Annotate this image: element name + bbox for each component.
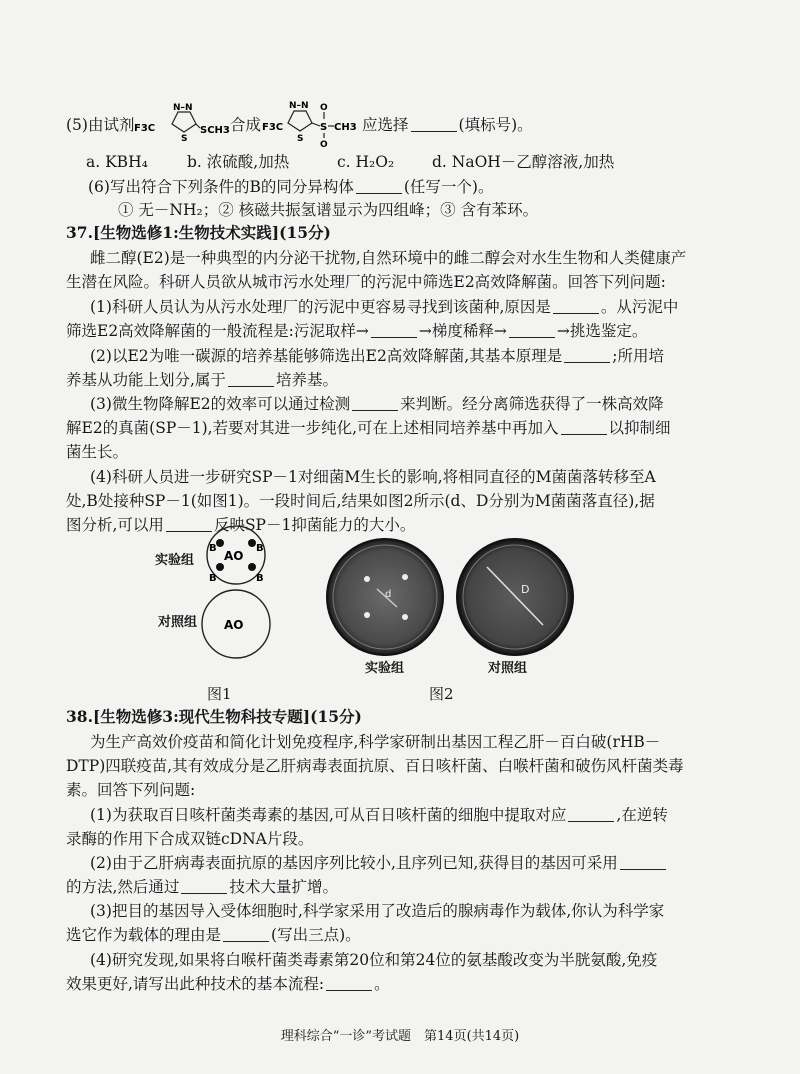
q38-intro-1: 为生产高效价疫苗和简化计划免疫程序,科学家研制出基因工程乙肝－百白破(rHB－ bbox=[90, 733, 661, 751]
q38-p4-end: 。 bbox=[374, 975, 390, 993]
fig2-d-big: D bbox=[521, 583, 530, 596]
answer-blank bbox=[356, 179, 402, 194]
q37-p1-line1 bbox=[90, 297, 678, 317]
answer-blank bbox=[352, 396, 398, 411]
q37-p1-flow-end: 挑选鉴定。 bbox=[569, 322, 648, 340]
q37-p1-text: (1)科研人员认为从污水处理厂的污泥中更容易寻找到该菌种,原因是 bbox=[90, 298, 551, 316]
q37-p1-flow-mid: 梯度稀释 bbox=[431, 322, 494, 340]
q38-p1-text: (1)为获取百日咳杆菌类毒素的基因,可从百日咳杆菌的细胞中提取对应 bbox=[90, 806, 567, 824]
q36-p5-end: (填标号)。 bbox=[458, 116, 533, 134]
q37-p4-line2: 处,B处接种SP－1(如图1)。一段时间后,结果如图2所示(d、D分别为M菌菌落直径),据 bbox=[66, 492, 655, 510]
q38-p1-line2: 录酶的作用下合成双链cDNA片段。 bbox=[66, 830, 314, 848]
q37-p3-text2: 解E2的真菌(SP－1),若要对其进一步纯化,可在上述相同培养基中再加入 bbox=[66, 419, 559, 437]
answer-blank bbox=[553, 299, 599, 314]
q37-p2-text2: 养基从功能上划分,属于 bbox=[66, 371, 226, 389]
arrow-icon: → bbox=[493, 322, 507, 340]
q37-p3-line3: 菌生长。 bbox=[66, 443, 129, 461]
q36-p5-choose: 应选择 bbox=[362, 116, 409, 134]
reagent2-structure bbox=[262, 94, 362, 148]
q36-p6-conditions: ① 无－NH₂；② 核磁共振氢谱显示为四组峰；③ 含有苯环。 bbox=[118, 201, 539, 219]
q38-p1-line1 bbox=[90, 805, 668, 825]
q36-option-a: a. KBH₄ bbox=[86, 153, 148, 171]
q37-p3-text: (3)微生物降解E2的效率可以通过检测 bbox=[90, 395, 351, 413]
q38-p1-tail: ,在逆转 bbox=[616, 806, 668, 824]
q37-p4-text: 图分析,可以用 bbox=[66, 516, 164, 534]
answer-blank bbox=[228, 372, 274, 387]
q38-p2-end: 技术大量扩增。 bbox=[229, 878, 338, 896]
q38-p4-text: 效果更好,请写出此种技术的基本流程: bbox=[66, 975, 325, 993]
q36-option-c: c. H₂O₂ bbox=[337, 153, 395, 171]
q36-p5-mid: 合成 bbox=[230, 116, 262, 134]
reagent2-ring-bottom: S bbox=[297, 134, 304, 144]
fig2-caption: 图2 bbox=[429, 685, 454, 703]
answer-blank bbox=[411, 117, 457, 132]
reagent2-ring-top: N–N bbox=[289, 101, 309, 111]
q36-p5-prefix: (5)由试剂 bbox=[66, 116, 135, 134]
q37-p3-line2 bbox=[66, 418, 671, 438]
q38-p2-line1 bbox=[90, 853, 668, 873]
q37-p4-line1: (4)科研人员进一步研究SP－1对细菌M生长的影响,将相同直径的M菌菌落转移至A bbox=[90, 468, 656, 486]
q36-option-d: d. NaOH－乙醇溶液,加热 bbox=[432, 153, 615, 171]
fig1-b-1: B bbox=[209, 543, 217, 554]
q37-p3-line1 bbox=[90, 394, 664, 414]
q38-p2-text: (2)由于乙肝病毒表面抗原的基因序列比较小,且序列已知,获得目的基因可采用 bbox=[90, 854, 618, 872]
reagent1-right: SCH3 bbox=[200, 125, 230, 136]
reagent2-left: F3C bbox=[262, 122, 284, 133]
reagent1-ring-top: N–N bbox=[173, 103, 193, 113]
q37-intro-1: 雌二醇(E2)是一种典型的内分泌干扰物,自然环境中的雌二醇会对水生生物和人类健康产 bbox=[90, 249, 687, 267]
arrow-icon: → bbox=[418, 322, 432, 340]
fig2-photos bbox=[325, 535, 575, 659]
q37-p2-text: (2)以E2为唯一碳源的培养基能够筛选出E2高效降解菌,其基本原理是 bbox=[90, 347, 563, 365]
reagent1-left: F3C bbox=[134, 123, 156, 134]
q38-p3-text: 选它作为载体的理由是 bbox=[66, 926, 222, 944]
fig1-diagram bbox=[198, 526, 278, 662]
reagent2-right: CH3 bbox=[334, 122, 357, 133]
q38-intro-2: DTP)四联疫苗,其有效成分是乙肝病毒表面抗原、百日咳杆菌、白喉杆菌和破伤风杆菌类毒 bbox=[66, 757, 684, 775]
fig1-ctrl-label: 对照组 bbox=[158, 615, 198, 630]
answer-blank bbox=[509, 323, 555, 338]
q37-p4-end: 反映SP－1抑菌能力的大小。 bbox=[213, 516, 416, 534]
q38-p3-line2 bbox=[66, 925, 361, 945]
q38-p2-line2 bbox=[66, 877, 338, 897]
fig2-ctrl-label: 对照组 bbox=[488, 661, 528, 676]
q36-p6-text: (6)写出符合下列条件的B的同分异构体 bbox=[88, 178, 354, 196]
q36-option-b: b. 浓硫酸,加热 bbox=[187, 153, 290, 171]
q38-intro-3: 素。回答下列问题: bbox=[66, 781, 196, 799]
answer-blank bbox=[568, 807, 614, 822]
q38-p2-text2: 的方法,然后通过 bbox=[66, 878, 180, 896]
q38-p4-line2 bbox=[66, 974, 390, 994]
fig1-b-4: B bbox=[256, 573, 264, 584]
q37-p2-end: 培养基。 bbox=[275, 371, 338, 389]
q37-p3-tail: 来判断。经分离筛选获得了一株高效降 bbox=[400, 395, 664, 413]
fig2-d-small: d bbox=[385, 589, 392, 600]
answer-blank bbox=[564, 348, 610, 363]
answer-blank bbox=[223, 927, 269, 942]
answer-blank bbox=[561, 420, 607, 435]
q38-p4-line1: (4)研究发现,如果将白喉杆菌类毒素第20位和第24位的氨基酸改变为半胱氨酸,免疫 bbox=[90, 951, 658, 969]
fig2-exp-label: 实验组 bbox=[365, 661, 405, 676]
fig1-b-3: B bbox=[209, 573, 217, 584]
q36-p6 bbox=[88, 177, 493, 197]
q37-title: 37.[生物选修1:生物技术实践](15分) bbox=[66, 223, 331, 242]
answer-blank bbox=[181, 879, 227, 894]
q36-p5-tail bbox=[362, 115, 533, 135]
fig1-b-2: B bbox=[256, 543, 264, 554]
fig1-caption: 图1 bbox=[207, 685, 232, 703]
fig1-a-exp: AO bbox=[224, 549, 244, 563]
q37-p1-line2 bbox=[66, 321, 647, 341]
q37-intro-2: 生潜在风险。科研人员欲从城市污水处理厂的污泥中筛选E2高效降解菌。回答下列问题: bbox=[66, 273, 666, 291]
q37-p1-flow-start: 筛选E2高效降解菌的一般流程是:污泥取样 bbox=[66, 322, 356, 340]
answer-blank bbox=[371, 323, 417, 338]
reagent1-ring-bottom: S bbox=[181, 134, 188, 142]
q37-p2-tail: ;所用培 bbox=[612, 347, 664, 365]
fig1-exp-label: 实验组 bbox=[155, 553, 195, 568]
q37-p1-tail: 。从污泥中 bbox=[600, 298, 679, 316]
q37-p2-line1 bbox=[90, 346, 664, 366]
arrow-icon: → bbox=[355, 322, 369, 340]
q38-p3-line1: (3)把目的基因导入受体细胞时,科学家采用了改造后的腺病毒作为载体,你认为科学家 bbox=[90, 902, 665, 920]
q38-title: 38.[生物选修3:现代生物科技专题](15分) bbox=[66, 707, 362, 726]
reagent2-s: S bbox=[320, 122, 328, 133]
q37-p3-tail2: 以抑制细 bbox=[608, 419, 671, 437]
reagent2-o-down: O bbox=[320, 140, 328, 148]
arrow-icon: → bbox=[556, 322, 570, 340]
q38-p3-end: (写出三点)。 bbox=[271, 926, 361, 944]
answer-blank bbox=[620, 855, 666, 870]
answer-blank bbox=[326, 976, 372, 991]
page-footer: 理科综合“一诊”考试题 第14页(共14页) bbox=[280, 1029, 520, 1044]
q36-p6-end: (任写一个)。 bbox=[403, 178, 494, 196]
q37-p2-line2 bbox=[66, 370, 338, 390]
reagent1-structure bbox=[132, 100, 234, 142]
reagent2-o-up: O bbox=[320, 103, 328, 113]
fig1-a-ctrl: AO bbox=[224, 618, 244, 632]
